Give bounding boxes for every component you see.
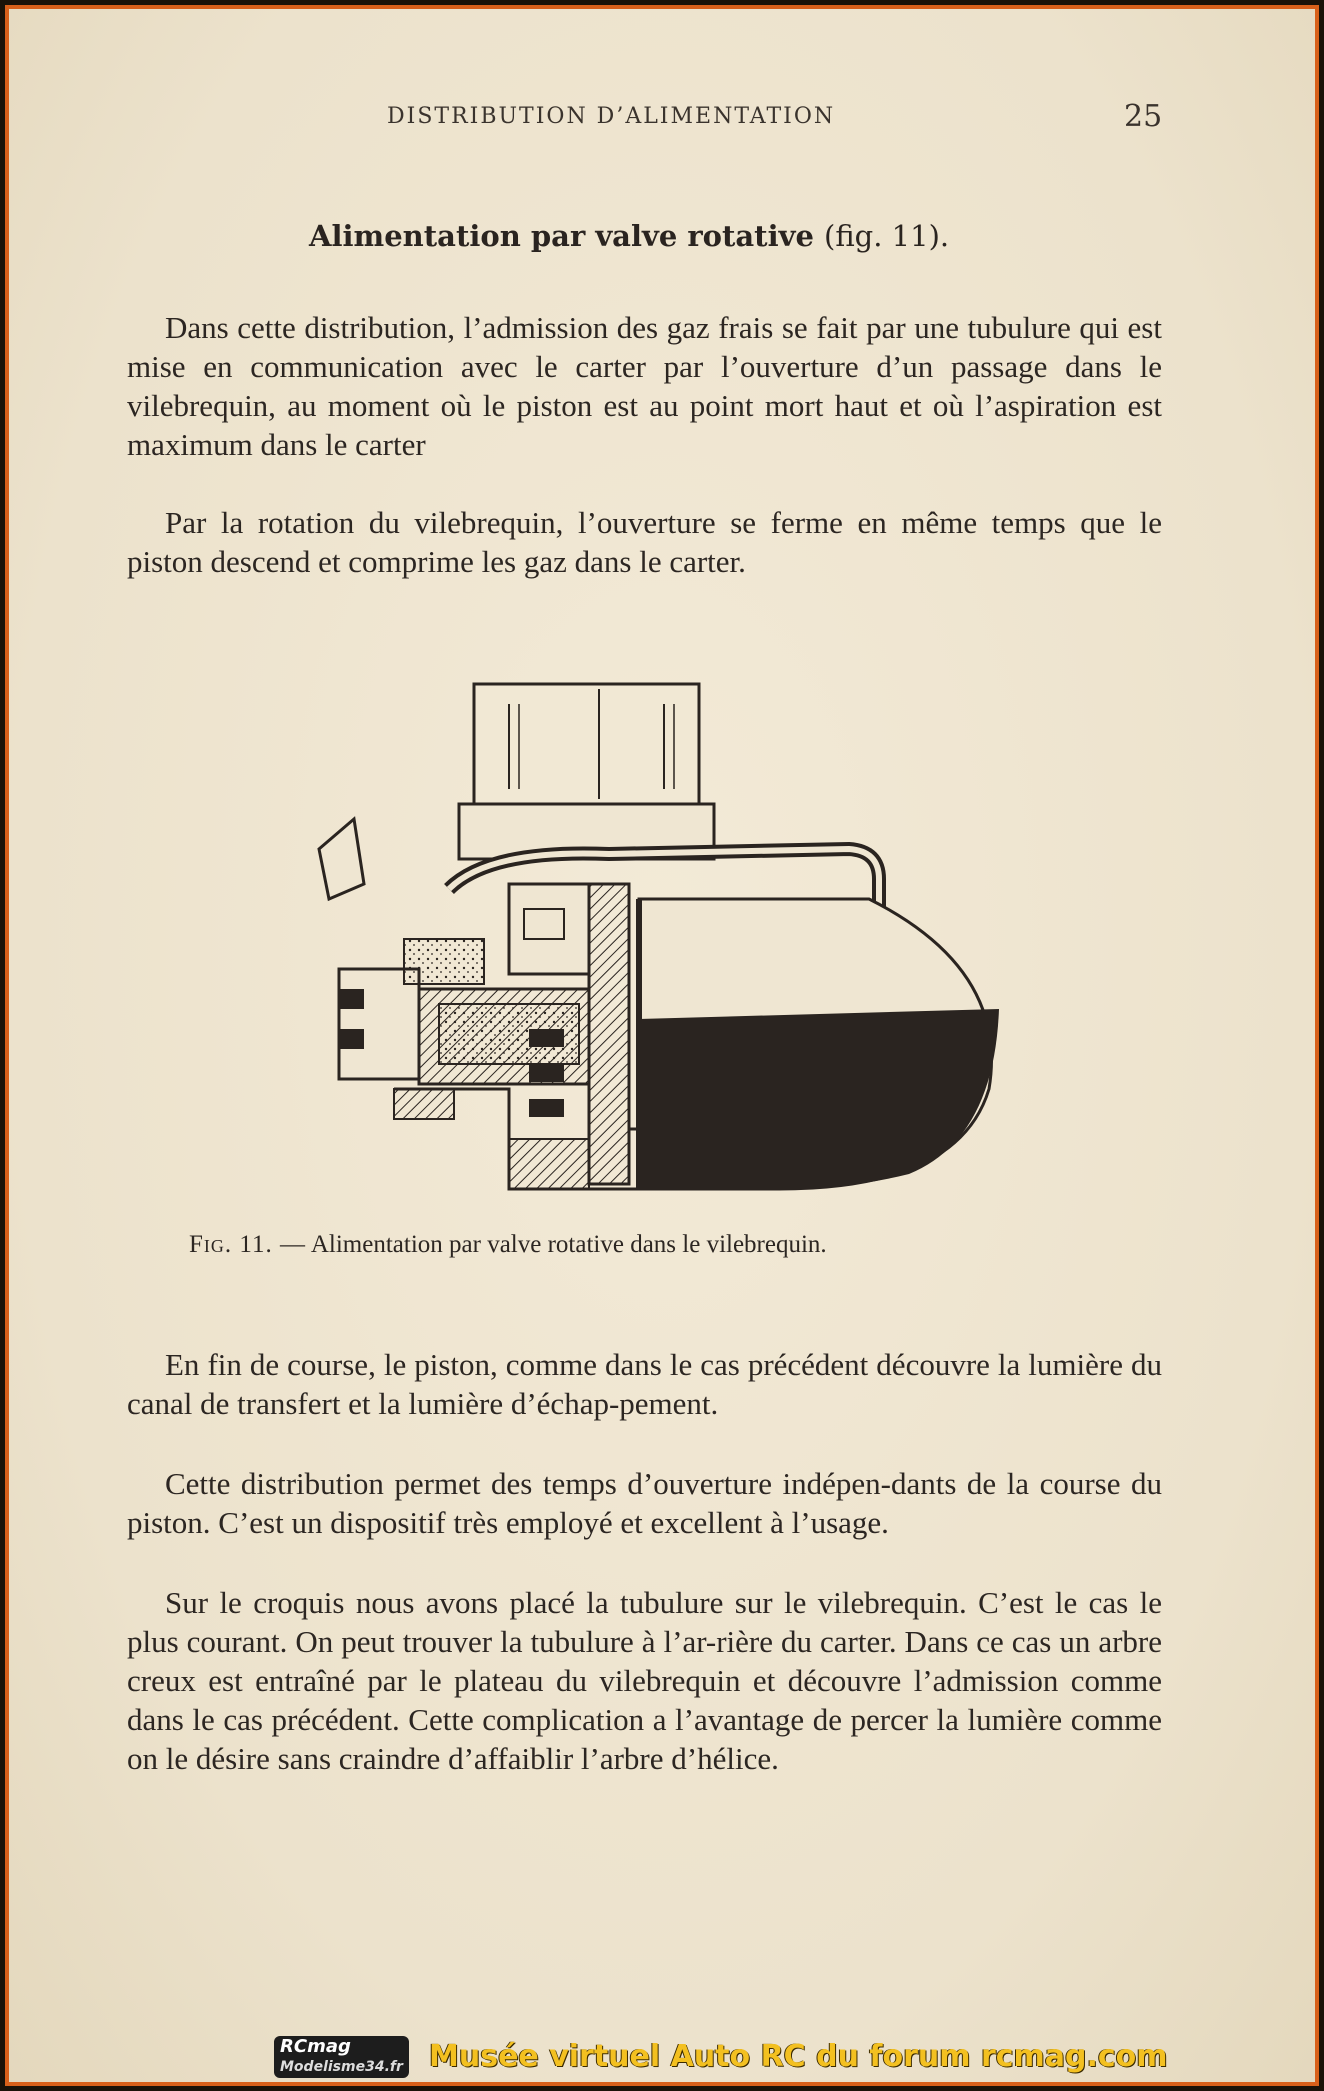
- figure-caption: [189, 1231, 827, 1259]
- book-page: [9, 9, 1315, 2082]
- exhaust-port: [319, 819, 364, 899]
- page-number: 25: [1124, 99, 1163, 134]
- section-title: [309, 219, 949, 253]
- propeller-shaft-nut: [339, 969, 419, 1079]
- footer-banner: Musée virtuel Auto RC du forum rcmag.com: [429, 2039, 1168, 2074]
- logo-top-text: RCmag: [280, 2036, 351, 2057]
- paragraph-1: Dans cette distribution, l’admission des gaz frais se fait par une tubulure qui est mise en communication avec le carter par l’ouverture d’un passage dans le vilebrequin, au moment où le piston est au point mort haut et où l’aspiration est maximum dans le carter: [127, 310, 1162, 462]
- figure-11-engine-diagram: [309, 669, 1009, 1209]
- figure-caption-text: Alimentation par valve rotative dans le vilebrequin.: [310, 1231, 827, 1258]
- logo-bottom-text: Modelisme34.fr: [280, 2059, 403, 2075]
- piston: [509, 884, 589, 974]
- paragraph-3: En fin de course, le piston, comme dans le cas précédent découvre la lumière du canal de transfert et la lumière d’échap-pement.: [127, 1347, 1162, 1421]
- rcmag-logo: [274, 2036, 409, 2078]
- running-head: DISTRIBUTION D’ALIMENTATION: [387, 104, 836, 129]
- paragraph-4: Cette distribution permet des temps d’ouverture indépen-dants de la course du piston. C’est un dispositif très employé et excellent à l’usage.: [127, 1466, 1162, 1540]
- crankcase-wall: [589, 884, 629, 1184]
- paragraph-5: Sur le croquis nous avons placé la tubulure sur le vilebrequin. C’est le cas le plus courant. On peut trouver la tubulure à l’ar-rière du carter. Dans ce cas un arbre creux est entraîné par le plateau du vilebrequin et découvre l’admission comme dans le cas précédent. Cette complication a l’avantage de percer la lumière comme on le désire sans craindre d’affaiblir l’arbre d’hélice.: [127, 1585, 1162, 1776]
- section-title-figure-ref: (fig. 11).: [824, 219, 950, 253]
- paragraph-2: Par la rotation du vilebrequin, l’ouverture se ferme en même temps que le piston descend et comprime les gaz dans le carter.: [127, 505, 1162, 579]
- figure-label: Fig. 11. —: [189, 1231, 306, 1258]
- fuel-level: [639, 1009, 999, 1189]
- section-title-text: Alimentation par valve rotative: [309, 219, 814, 253]
- cylinder-head: [459, 684, 714, 859]
